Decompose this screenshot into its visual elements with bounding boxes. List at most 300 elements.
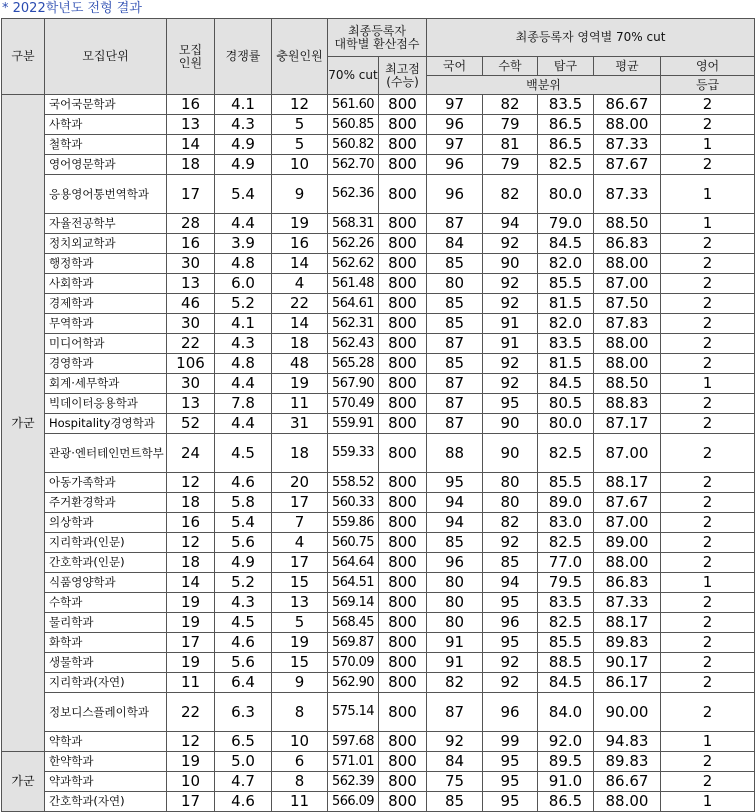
quota-cell: 17 <box>167 633 215 653</box>
inquiry-cell: 80.0 <box>538 175 594 214</box>
unit-cell: 경제학과 <box>45 294 167 314</box>
cut70-cell: 564.61 <box>328 294 379 314</box>
inquiry-cell: 82.5 <box>538 155 594 175</box>
table-row <box>2 653 755 673</box>
table-header <box>2 19 755 95</box>
waitlist-cell: 16 <box>272 234 328 254</box>
table-row <box>2 772 755 792</box>
average-cell: 87.83 <box>594 314 661 334</box>
waitlist-cell: 17 <box>272 493 328 513</box>
english-grade-cell: 2 <box>661 334 755 354</box>
table-row <box>2 214 755 234</box>
waitlist-cell: 4 <box>272 274 328 294</box>
math-cell: 96 <box>483 693 538 732</box>
english-grade-cell: 1 <box>661 732 755 752</box>
cut70-cell: 562.43 <box>328 334 379 354</box>
competition-cell: 4.8 <box>215 354 272 374</box>
korean-cell: 85 <box>427 792 483 812</box>
math-cell: 92 <box>483 294 538 314</box>
header-math: 수학 <box>483 57 538 76</box>
max-score-cell: 800 <box>379 115 427 135</box>
competition-cell: 4.3 <box>215 593 272 613</box>
table-row <box>2 792 755 812</box>
average-cell: 86.83 <box>594 573 661 593</box>
unit-cell: 자율전공학부 <box>45 214 167 234</box>
english-grade-cell: 2 <box>661 314 755 334</box>
table-row <box>2 553 755 573</box>
english-grade-cell: 1 <box>661 573 755 593</box>
max-score-cell: 800 <box>379 473 427 493</box>
competition-cell: 6.5 <box>215 732 272 752</box>
max-score-cell: 800 <box>379 374 427 394</box>
max-score-cell: 800 <box>379 533 427 553</box>
header-unit: 모집단위 <box>45 19 167 95</box>
max-score-cell: 800 <box>379 354 427 374</box>
math-cell: 90 <box>483 434 538 473</box>
unit-cell: 아동가족학과 <box>45 473 167 493</box>
english-grade-cell: 2 <box>661 513 755 533</box>
english-grade-cell: 2 <box>661 493 755 513</box>
table-row <box>2 234 755 254</box>
average-cell: 88.00 <box>594 553 661 573</box>
competition-cell: 5.8 <box>215 493 272 513</box>
competition-cell: 5.2 <box>215 294 272 314</box>
cut70-cell: 562.90 <box>328 673 379 693</box>
cut70-cell: 560.33 <box>328 493 379 513</box>
inquiry-cell: 91.0 <box>538 772 594 792</box>
unit-cell: 한약학과 <box>45 752 167 772</box>
cut70-cell: 570.49 <box>328 394 379 414</box>
competition-cell: 4.9 <box>215 155 272 175</box>
max-score-cell: 800 <box>379 434 427 473</box>
waitlist-cell: 10 <box>272 732 328 752</box>
inquiry-cell: 89.0 <box>538 493 594 513</box>
inquiry-cell: 82.0 <box>538 314 594 334</box>
math-cell: 95 <box>483 394 538 414</box>
quota-cell: 18 <box>167 493 215 513</box>
quota-cell: 11 <box>167 673 215 693</box>
average-cell: 87.67 <box>594 493 661 513</box>
header-competition: 경쟁률 <box>215 19 272 95</box>
cut70-cell: 565.28 <box>328 354 379 374</box>
unit-cell: 화학과 <box>45 633 167 653</box>
waitlist-cell: 19 <box>272 374 328 394</box>
english-grade-cell: 2 <box>661 553 755 573</box>
quota-cell: 16 <box>167 513 215 533</box>
inquiry-cell: 84.0 <box>538 693 594 732</box>
cut70-cell: 562.26 <box>328 234 379 254</box>
max-score-cell: 800 <box>379 732 427 752</box>
inquiry-cell: 86.5 <box>538 792 594 812</box>
math-cell: 91 <box>483 334 538 354</box>
math-cell: 92 <box>483 354 538 374</box>
unit-cell: 회계·세무학과 <box>45 374 167 394</box>
page-title: * 2022학년도 전형 결과 <box>2 1 142 16</box>
max-score-cell: 800 <box>379 414 427 434</box>
header-percentile: 백분위 <box>427 76 661 95</box>
english-grade-cell: 2 <box>661 294 755 314</box>
max-score-cell: 800 <box>379 214 427 234</box>
waitlist-cell: 19 <box>272 633 328 653</box>
table-row <box>2 493 755 513</box>
korean-cell: 80 <box>427 613 483 633</box>
quota-cell: 22 <box>167 334 215 354</box>
waitlist-cell: 20 <box>272 473 328 493</box>
unit-cell: 의상학과 <box>45 513 167 533</box>
cut70-cell: 569.87 <box>328 633 379 653</box>
math-cell: 82 <box>483 513 538 533</box>
waitlist-cell: 9 <box>272 673 328 693</box>
quota-cell: 17 <box>167 792 215 812</box>
table-row <box>2 633 755 653</box>
waitlist-cell: 48 <box>272 354 328 374</box>
math-cell: 82 <box>483 95 538 115</box>
cut70-cell: 567.90 <box>328 374 379 394</box>
math-cell: 92 <box>483 653 538 673</box>
korean-cell: 82 <box>427 673 483 693</box>
max-score-cell: 800 <box>379 493 427 513</box>
waitlist-cell: 6 <box>272 752 328 772</box>
korean-cell: 85 <box>427 354 483 374</box>
cut70-cell: 575.14 <box>328 693 379 732</box>
header-converted-score: 최종등록자 대학별 환산점수 <box>328 19 427 57</box>
average-cell: 89.83 <box>594 633 661 653</box>
table-body <box>2 95 755 812</box>
waitlist-cell: 11 <box>272 394 328 414</box>
unit-cell: 국어국문학과 <box>45 95 167 115</box>
unit-cell: 식품영양학과 <box>45 573 167 593</box>
average-cell: 87.17 <box>594 414 661 434</box>
inquiry-cell: 82.0 <box>538 254 594 274</box>
table-row <box>2 732 755 752</box>
math-cell: 94 <box>483 214 538 234</box>
waitlist-cell: 18 <box>272 434 328 473</box>
average-cell: 88.00 <box>594 792 661 812</box>
korean-cell: 96 <box>427 155 483 175</box>
table-row <box>2 593 755 613</box>
waitlist-cell: 22 <box>272 294 328 314</box>
math-cell: 95 <box>483 792 538 812</box>
unit-cell: 지리학과(인문) <box>45 533 167 553</box>
max-score-cell: 800 <box>379 334 427 354</box>
max-score-cell: 800 <box>379 155 427 175</box>
waitlist-cell: 5 <box>272 613 328 633</box>
korean-cell: 87 <box>427 374 483 394</box>
waitlist-cell: 11 <box>272 792 328 812</box>
competition-cell: 4.6 <box>215 473 272 493</box>
average-cell: 88.17 <box>594 473 661 493</box>
table-row <box>2 175 755 214</box>
table-row <box>2 394 755 414</box>
competition-cell: 7.8 <box>215 394 272 414</box>
inquiry-cell: 82.5 <box>538 533 594 553</box>
competition-cell: 4.5 <box>215 613 272 633</box>
average-cell: 87.00 <box>594 434 661 473</box>
admission-results-table <box>1 18 755 812</box>
english-grade-cell: 2 <box>661 274 755 294</box>
quota-cell: 30 <box>167 314 215 334</box>
header-area-cut: 최종등록자 영역별 70% cut <box>427 19 755 57</box>
english-grade-cell: 2 <box>661 434 755 473</box>
cut70-cell: 560.82 <box>328 135 379 155</box>
competition-cell: 4.8 <box>215 254 272 274</box>
quota-cell: 13 <box>167 274 215 294</box>
english-grade-cell: 2 <box>661 95 755 115</box>
quota-cell: 17 <box>167 175 215 214</box>
inquiry-cell: 84.5 <box>538 234 594 254</box>
competition-cell: 5.4 <box>215 175 272 214</box>
english-grade-cell: 2 <box>661 394 755 414</box>
quota-cell: 30 <box>167 374 215 394</box>
inquiry-cell: 83.0 <box>538 513 594 533</box>
average-cell: 89.83 <box>594 752 661 772</box>
table-row <box>2 693 755 732</box>
korean-cell: 91 <box>427 653 483 673</box>
math-cell: 90 <box>483 254 538 274</box>
english-grade-cell: 2 <box>661 633 755 653</box>
competition-cell: 4.4 <box>215 414 272 434</box>
inquiry-cell: 82.5 <box>538 613 594 633</box>
math-cell: 95 <box>483 633 538 653</box>
unit-cell: 빅데이터응용학과 <box>45 394 167 414</box>
competition-cell: 6.4 <box>215 673 272 693</box>
english-grade-cell: 2 <box>661 155 755 175</box>
average-cell: 89.00 <box>594 533 661 553</box>
korean-cell: 85 <box>427 254 483 274</box>
max-score-cell: 800 <box>379 314 427 334</box>
table-row <box>2 374 755 394</box>
max-score-cell: 800 <box>379 274 427 294</box>
korean-cell: 91 <box>427 633 483 653</box>
english-grade-cell: 2 <box>661 533 755 553</box>
unit-cell: 미디어학과 <box>45 334 167 354</box>
korean-cell: 96 <box>427 115 483 135</box>
quota-cell: 16 <box>167 234 215 254</box>
quota-cell: 22 <box>167 693 215 732</box>
cut70-cell: 568.31 <box>328 214 379 234</box>
table-row <box>2 414 755 434</box>
max-score-cell: 800 <box>379 294 427 314</box>
max-score-cell: 800 <box>379 573 427 593</box>
average-cell: 88.50 <box>594 374 661 394</box>
english-grade-cell: 1 <box>661 374 755 394</box>
cut70-cell: 558.52 <box>328 473 379 493</box>
waitlist-cell: 18 <box>272 334 328 354</box>
table-row <box>2 135 755 155</box>
cut70-cell: 562.62 <box>328 254 379 274</box>
math-cell: 92 <box>483 533 538 553</box>
average-cell: 87.33 <box>594 135 661 155</box>
unit-cell: 생물학과 <box>45 653 167 673</box>
waitlist-cell: 19 <box>272 214 328 234</box>
unit-cell: 관광·엔터테인먼트학부 <box>45 434 167 473</box>
competition-cell: 6.0 <box>215 274 272 294</box>
math-cell: 92 <box>483 673 538 693</box>
cut70-cell: 559.33 <box>328 434 379 473</box>
unit-cell: 주거환경학과 <box>45 493 167 513</box>
quota-cell: 13 <box>167 394 215 414</box>
waitlist-cell: 5 <box>272 135 328 155</box>
english-grade-cell: 2 <box>661 234 755 254</box>
english-grade-cell: 1 <box>661 135 755 155</box>
quota-cell: 13 <box>167 115 215 135</box>
average-cell: 90.00 <box>594 693 661 732</box>
korean-cell: 97 <box>427 135 483 155</box>
waitlist-cell: 7 <box>272 513 328 533</box>
table-row <box>2 95 755 115</box>
inquiry-cell: 85.5 <box>538 633 594 653</box>
max-score-cell: 800 <box>379 513 427 533</box>
max-score-cell: 800 <box>379 613 427 633</box>
inquiry-cell: 84.5 <box>538 374 594 394</box>
header-korean: 국어 <box>427 57 483 76</box>
korean-cell: 87 <box>427 693 483 732</box>
average-cell: 87.33 <box>594 175 661 214</box>
table-row <box>2 533 755 553</box>
korean-cell: 96 <box>427 553 483 573</box>
waitlist-cell: 5 <box>272 115 328 135</box>
math-cell: 90 <box>483 414 538 434</box>
math-cell: 95 <box>483 772 538 792</box>
average-cell: 88.00 <box>594 334 661 354</box>
inquiry-cell: 81.5 <box>538 354 594 374</box>
waitlist-cell: 13 <box>272 593 328 613</box>
cut70-cell: 560.75 <box>328 533 379 553</box>
cut70-cell: 570.09 <box>328 653 379 673</box>
unit-cell: 사회학과 <box>45 274 167 294</box>
math-cell: 80 <box>483 493 538 513</box>
korean-cell: 87 <box>427 414 483 434</box>
math-cell: 92 <box>483 234 538 254</box>
average-cell: 86.83 <box>594 234 661 254</box>
average-cell: 87.33 <box>594 593 661 613</box>
korean-cell: 84 <box>427 234 483 254</box>
table-row <box>2 334 755 354</box>
cut70-cell: 562.31 <box>328 314 379 334</box>
unit-cell: 행정학과 <box>45 254 167 274</box>
competition-cell: 6.3 <box>215 693 272 732</box>
unit-cell: 물리학과 <box>45 613 167 633</box>
competition-cell: 4.1 <box>215 314 272 334</box>
max-score-cell: 800 <box>379 135 427 155</box>
cut70-cell: 564.51 <box>328 573 379 593</box>
inquiry-cell: 83.5 <box>538 334 594 354</box>
waitlist-cell: 17 <box>272 553 328 573</box>
math-cell: 95 <box>483 752 538 772</box>
max-score-cell: 800 <box>379 553 427 573</box>
math-cell: 79 <box>483 115 538 135</box>
english-grade-cell: 1 <box>661 214 755 234</box>
inquiry-cell: 83.5 <box>538 593 594 613</box>
max-score-cell: 800 <box>379 394 427 414</box>
average-cell: 88.50 <box>594 214 661 234</box>
competition-cell: 5.0 <box>215 752 272 772</box>
max-score-cell: 800 <box>379 693 427 732</box>
group-label: 가군 <box>2 752 45 812</box>
unit-cell: 정치외교학과 <box>45 234 167 254</box>
header-max-score: 최고점 (수능) <box>379 57 427 95</box>
unit-cell: 간호학과(자연) <box>45 792 167 812</box>
math-cell: 96 <box>483 613 538 633</box>
inquiry-cell: 89.5 <box>538 752 594 772</box>
competition-cell: 4.7 <box>215 772 272 792</box>
korean-cell: 80 <box>427 593 483 613</box>
math-cell: 91 <box>483 314 538 334</box>
korean-cell: 95 <box>427 473 483 493</box>
average-cell: 86.67 <box>594 95 661 115</box>
english-grade-cell: 2 <box>661 593 755 613</box>
cut70-cell: 559.91 <box>328 414 379 434</box>
unit-cell: 영어영문학과 <box>45 155 167 175</box>
competition-cell: 4.9 <box>215 135 272 155</box>
competition-cell: 5.6 <box>215 533 272 553</box>
english-grade-cell: 2 <box>661 653 755 673</box>
quota-cell: 24 <box>167 434 215 473</box>
cut70-cell: 564.64 <box>328 553 379 573</box>
korean-cell: 80 <box>427 274 483 294</box>
average-cell: 94.83 <box>594 732 661 752</box>
quota-cell: 14 <box>167 135 215 155</box>
max-score-cell: 800 <box>379 752 427 772</box>
math-cell: 80 <box>483 473 538 493</box>
inquiry-cell: 82.5 <box>538 434 594 473</box>
quota-cell: 52 <box>167 414 215 434</box>
korean-cell: 80 <box>427 573 483 593</box>
max-score-cell: 800 <box>379 175 427 214</box>
competition-cell: 4.5 <box>215 434 272 473</box>
table-row <box>2 314 755 334</box>
average-cell: 88.00 <box>594 254 661 274</box>
math-cell: 92 <box>483 274 538 294</box>
average-cell: 87.67 <box>594 155 661 175</box>
quota-cell: 12 <box>167 473 215 493</box>
table-row <box>2 752 755 772</box>
header-grade: 등급 <box>661 76 755 95</box>
inquiry-cell: 80.5 <box>538 394 594 414</box>
table-row <box>2 673 755 693</box>
waitlist-cell: 8 <box>272 772 328 792</box>
korean-cell: 87 <box>427 394 483 414</box>
korean-cell: 75 <box>427 772 483 792</box>
english-grade-cell: 2 <box>661 673 755 693</box>
cut70-cell: 566.09 <box>328 792 379 812</box>
waitlist-cell: 4 <box>272 533 328 553</box>
competition-cell: 5.6 <box>215 653 272 673</box>
average-cell: 90.17 <box>594 653 661 673</box>
quota-cell: 30 <box>167 254 215 274</box>
max-score-cell: 800 <box>379 95 427 115</box>
english-grade-cell: 2 <box>661 354 755 374</box>
cut70-cell: 568.45 <box>328 613 379 633</box>
waitlist-cell: 14 <box>272 254 328 274</box>
quota-cell: 16 <box>167 95 215 115</box>
header-inquiry: 탐구 <box>538 57 594 76</box>
english-grade-cell: 2 <box>661 772 755 792</box>
korean-cell: 94 <box>427 493 483 513</box>
english-grade-cell: 2 <box>661 693 755 732</box>
quota-cell: 106 <box>167 354 215 374</box>
unit-cell: 수학과 <box>45 593 167 613</box>
competition-cell: 4.3 <box>215 334 272 354</box>
inquiry-cell: 79.5 <box>538 573 594 593</box>
max-score-cell: 800 <box>379 792 427 812</box>
waitlist-cell: 31 <box>272 414 328 434</box>
competition-cell: 4.3 <box>215 115 272 135</box>
unit-cell: 약과학과 <box>45 772 167 792</box>
quota-cell: 12 <box>167 533 215 553</box>
quota-cell: 19 <box>167 593 215 613</box>
competition-cell: 4.6 <box>215 792 272 812</box>
